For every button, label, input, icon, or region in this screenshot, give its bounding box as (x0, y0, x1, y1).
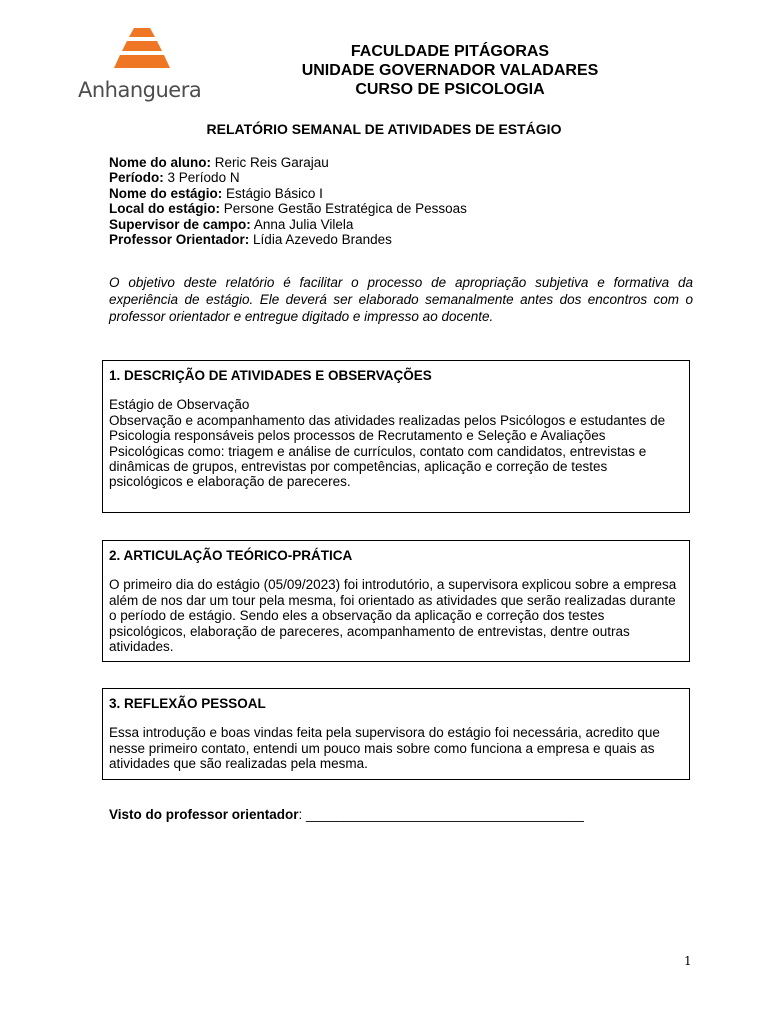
info-value: Anna Julia Vilela (253, 216, 354, 232)
section-text: Observação e acompanhamento das atividades realizadas pelos Psicólogos e estudantes de Psicologia responsáveis pelos processos de Recrutamento e Seleção e Avaliações Psicológicas como: triagem e análise de currículos, contato com candidatos, entrevistas e dinâmicas de grupos, entrevistas por competências, aplicação e correção de testes psicológicos e elaboração de pareceres. (109, 412, 666, 490)
info-row-student (109, 155, 467, 170)
info-value: Reric Reis Garajau (214, 155, 329, 170)
info-label: Professor Orientador: (109, 232, 250, 248)
anhanguera-logo (78, 28, 202, 106)
intro-paragraph: O objetivo deste relatório é facilitar o processo de apropriação subjetiva e formativa da experiência de estágio. Ele deverá ser elaborado semanalmente antes dos encontros com o professor orientador e entregue digitado e impresso ao docente. (109, 275, 693, 324)
info-value: 3 Período N (167, 170, 240, 186)
section-heading: 2. ARTICULAÇÃO TEÓRICO-PRÁTICA (109, 548, 353, 563)
institution-course: CURSO DE PSICOLOGIA (355, 81, 545, 98)
info-row-advisor (109, 232, 467, 247)
info-value: Estágio Básico I (226, 185, 323, 201)
info-row-location (109, 201, 467, 216)
section-heading: 3. REFLEXÃO PESSOAL (109, 696, 266, 711)
institution-unit: UNIDADE GOVERNADOR VALADARES (301, 62, 599, 79)
info-label: Supervisor de campo: (109, 216, 251, 232)
signature-label: Visto do professor orientador (109, 807, 299, 822)
section-text: Essa introdução e boas vindas feita pela supervisora do estágio foi necessária, acredito que nesse primeiro contato, entendi um pouco mais sobre como funciona a empresa e quais as atividades que são realizadas pela mesma. (109, 725, 660, 772)
info-row-internship (109, 186, 467, 201)
signature-blank: : _____________________________________ (298, 807, 584, 822)
section-personal-reflection (102, 688, 690, 780)
institution-name: FACULDADE PITÁGORAS (350, 43, 550, 60)
section-text: O primeiro dia do estágio (05/09/2023) foi introdutório, a supervisora explicou sobre a empresa além de nos dar um tour pela mesma, foi orientado as atividades que serão realizadas durante o período de estágio. Sendo eles a observação da aplicação e correção dos testes psicológicos, elaboração de pareceres, acompanhamento de entrevistas, dentre outras atividades. (109, 577, 677, 655)
section-activities (102, 360, 690, 513)
info-label: Nome do estágio: (109, 185, 223, 201)
section-heading: 1. DESCRIÇÃO DE ATIVIDADES E OBSERVAÇÕES (109, 368, 432, 383)
info-row-supervisor (109, 217, 467, 232)
info-label: Nome do aluno: (109, 155, 211, 170)
info-value: Lídia Azevedo Brandes (253, 232, 392, 248)
logo-triangle-icon (114, 28, 170, 76)
advisor-signature-line (109, 807, 584, 822)
section-subtitle: Estágio de Observação (109, 397, 250, 413)
page-number: 1 (684, 954, 692, 968)
report-title: RELATÓRIO SEMANAL DE ATIVIDADES DE ESTÁGIO (206, 121, 562, 137)
info-label: Local do estágio: (109, 201, 221, 217)
student-info (109, 155, 467, 247)
info-label: Período: (109, 170, 164, 186)
section-theory-practice (102, 540, 690, 662)
institution-header (250, 42, 650, 99)
logo-text: Anhanguera (78, 78, 202, 102)
info-row-period (109, 170, 467, 185)
info-value: Persone Gestão Estratégica de Pessoas (223, 201, 467, 217)
